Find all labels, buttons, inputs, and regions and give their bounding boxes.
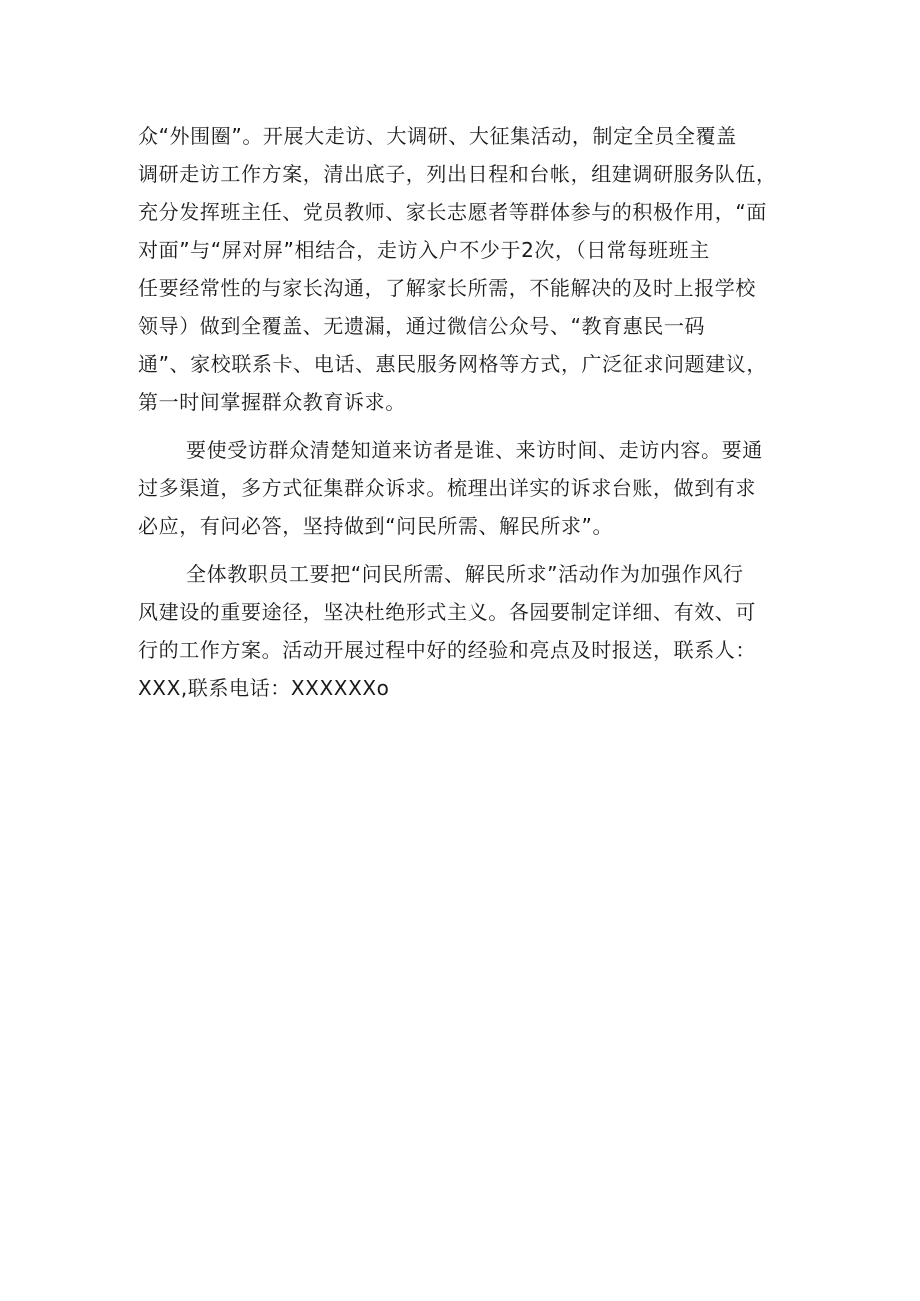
text-line: 第一时间掌握群众教育诉求。 xyxy=(138,390,406,414)
paragraph-staff-requirements xyxy=(138,555,818,707)
text-line: 对面”与“屏对屏”相结合，走访入户不少于2次，（日常每班班主 xyxy=(138,238,710,262)
text-line: 风建设的重要途径，坚决杜绝形式主义。各园要制定详细、有效、可 xyxy=(138,600,756,624)
text-line: 通”、家校联系卡、电话、惠民服务网格等方式，广泛征求问题建议， xyxy=(138,352,767,376)
text-line: 领导）做到全覆盖、无遗漏，通过微信公众号、“教育惠民一码 xyxy=(138,314,706,338)
text-line: 行的工作方案。活动开展过程中好的经验和亮点及时报送，联系人： xyxy=(138,638,756,662)
paragraph-visitor-info xyxy=(138,431,818,545)
text-line: 任要经常性的与家长沟通，了解家长所需，不能解决的及时上报学校 xyxy=(138,276,756,300)
text-line: 要使受访群众清楚知道来访者是谁、来访时间、走访内容。要通 xyxy=(186,438,763,462)
text-line: 必应，有问必答，坚持做到“问民所需、解民所求”。 xyxy=(138,514,614,538)
paragraph-outreach xyxy=(138,117,818,421)
text-line: 调研走访工作方案，清出底子，列出日程和台帐，组建调研服务队伍， xyxy=(138,162,777,186)
text-line: 全体教职员工要把“问民所需、解民所求”活动作为加强作风行 xyxy=(186,562,744,586)
text-line: 过多渠道，多方式征集群众诉求。梳理出详实的诉求台账，做到有求 xyxy=(138,476,756,500)
text-line: 充分发挥班主任、党员教师、家长志愿者等群体参与的积极作用，“面 xyxy=(138,200,767,224)
paragraph-spacer xyxy=(138,545,818,555)
paragraph-spacer xyxy=(138,421,818,431)
document-body xyxy=(138,117,818,707)
contact-line: XXX,联系电话：XXXXXXo xyxy=(138,676,390,700)
text-line: 众“外围圈”。开展大走访、大调研、大征集活动，制定全员全覆盖 xyxy=(138,124,737,148)
